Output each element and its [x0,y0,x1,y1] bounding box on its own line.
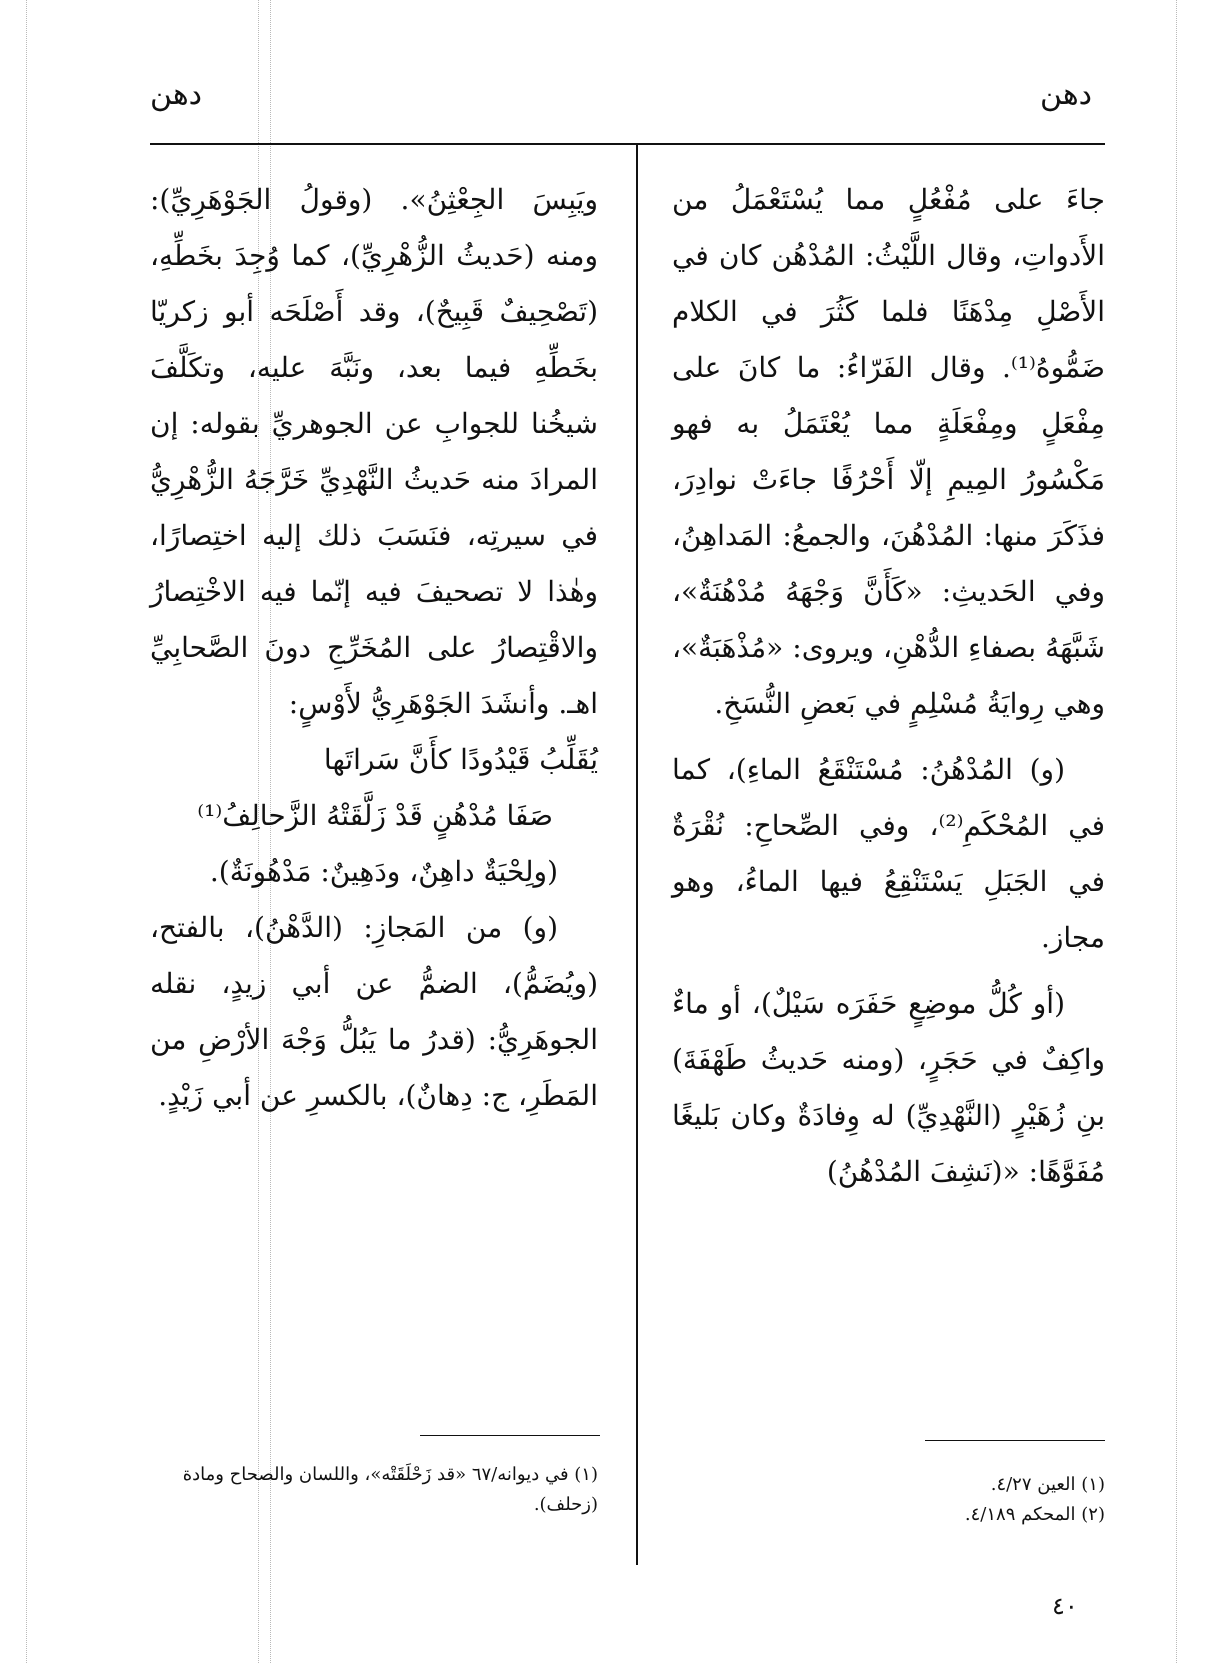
right-footnote-1: (١) العين ٤/٢٧. [990,1474,1105,1495]
left-footnote-rule [420,1435,600,1436]
right-footnote-rule [925,1440,1105,1441]
page-number: ٤٠ [1052,1592,1078,1620]
right-footnote-2: (٢) المحكم ٤/١٨٩. [964,1504,1105,1525]
column-divider [636,145,638,1565]
scan-artifact-line-4 [1176,0,1177,1663]
right-paragraph-2: (و) المُدْهُنُ: مُسْتَنْقَعُ الماءِ)، كما في المُحْكَمِ⁽²⁾، وفي الصِّحاحِ: نُقْرَةٌ في الجَبَلِ يَسْتَنْقِعُ فيها الماءُ، وهو مجاز. [672,753,1106,954]
scan-artifact-line-1 [26,0,27,1663]
left-paragraph-3: (و) من المَجازِ: (الدَّهْنُ)، بالفتح، (ويُضَمُّ)، الضمُّ عن أبي زيدٍ، نقله الجوهَرِيُّ: (قدرُ ما يَبُلُّ وَجْهَ الأرْضِ من المَطَرِ، ج: دِهانٌ)، بالكسرِ عن أبي زَيْدٍ. [150,911,598,1112]
right-footnotes [700,1470,1105,1530]
left-footnotes [150,1460,598,1520]
left-column [150,172,598,1124]
header-rule [150,143,1105,145]
verse-line-1: يُقَلِّبُ قَيْدُودًا كأَنَّ سَراتَها [323,743,598,776]
header-word-left: دهن [150,77,203,112]
left-paragraph-1: ويَبِسَ الجِعْثِنُ». (وقولُ الجَوْهَرِيِّ): ومنه (حَديثُ الزُّهْرِيِّ)، كما وُجِدَ بخَطِّهِ، (تَصْحِيفٌ قَبِيحٌ)، وقد أَصْلَحَه أبو زكريّا بخَطِّهِ فيما بعد، ونَبَّهَ عليه، وتكَلَّفَ شيخُنا للجوابِ عن الجوهريِّ بقوله: إن المرادَ منه حَديثُ النَّهْدِيِّ خَرَّجَهُ الزُّهْرِيُّ في سيرتِه، فنَسَبَ ذلك إليه اختِصارًا، وهٰذا لا تصحيفَ فيه إنّما فيه الاخْتِصارُ والاقْتِصارُ على المُخَرِّجِ دونَ الصَّحابِيِّ اهـ. وأنشَدَ الجَوْهَرِيُّ لأَوْسٍ: [150,183,598,720]
left-footnote-1: (١) في ديوانه/٦٧ «قد زَحْلَقَتْه»، واللسان والصحاح ومادة (زحلف). [182,1464,598,1515]
header-word-right: دهن [1040,77,1093,112]
right-column [672,172,1105,1200]
verse [150,732,598,844]
verse-line-2: صَفَا مُدْهُنٍ قَدْ زَلَّقَتْهُ الزَّحالِفُ⁽¹⁾ [197,799,553,832]
right-paragraph-1: جاءَ على مُفْعُلٍ مما يُسْتَعْمَلُ من الأَدواتِ، وقال اللَّيْثُ: المُدْهُن كان في الأَصْلِ مِدْهَنًا فلما كَثُرَ في الكلام ضَمُّوهُ⁽¹⁾. وقال الفَرّاءُ: ما كانَ على مِفْعَلٍ ومِفْعَلَةٍ مما يُعْتَمَلُ به فهو مَكْسُورُ المِيمِ إلّا أَحْرُفًا جاءَتْ نوادِرَ، فذَكَرَ منها: المُدْهُنَ، والجمعُ: المَداهِنُ، وفي الحَديثِ: «كَأَنَّ وَجْهَهُ مُدْهُنَةٌ»، شَبَّهَهُ بصفاءِ الدُّهْنِ، ويروى: «مُذْهَبَةٌ»، وهي رِوايَةُ مُسْلِمٍ في بَعضِ النُّسَخِ. [672,183,1105,720]
right-paragraph-3: (أو كُلُّ موضِعٍ حَفَرَه سَيْلٌ)، أو ماءٌ واكِفٌ في حَجَرٍ، (ومنه حَديثُ طَهْفَةَ) بنِ زُهَيْرٍ (النَّهْدِيِّ) له وِفادَةٌ وكان بَليغًا مُفَوَّهًا: «(نَشِفَ المُدْهُنُ) [672,987,1105,1188]
left-paragraph-2: (ولِحْيَةٌ داهِنٌ، ودَهِينٌ: مَدْهُونَةٌ). [209,855,558,888]
